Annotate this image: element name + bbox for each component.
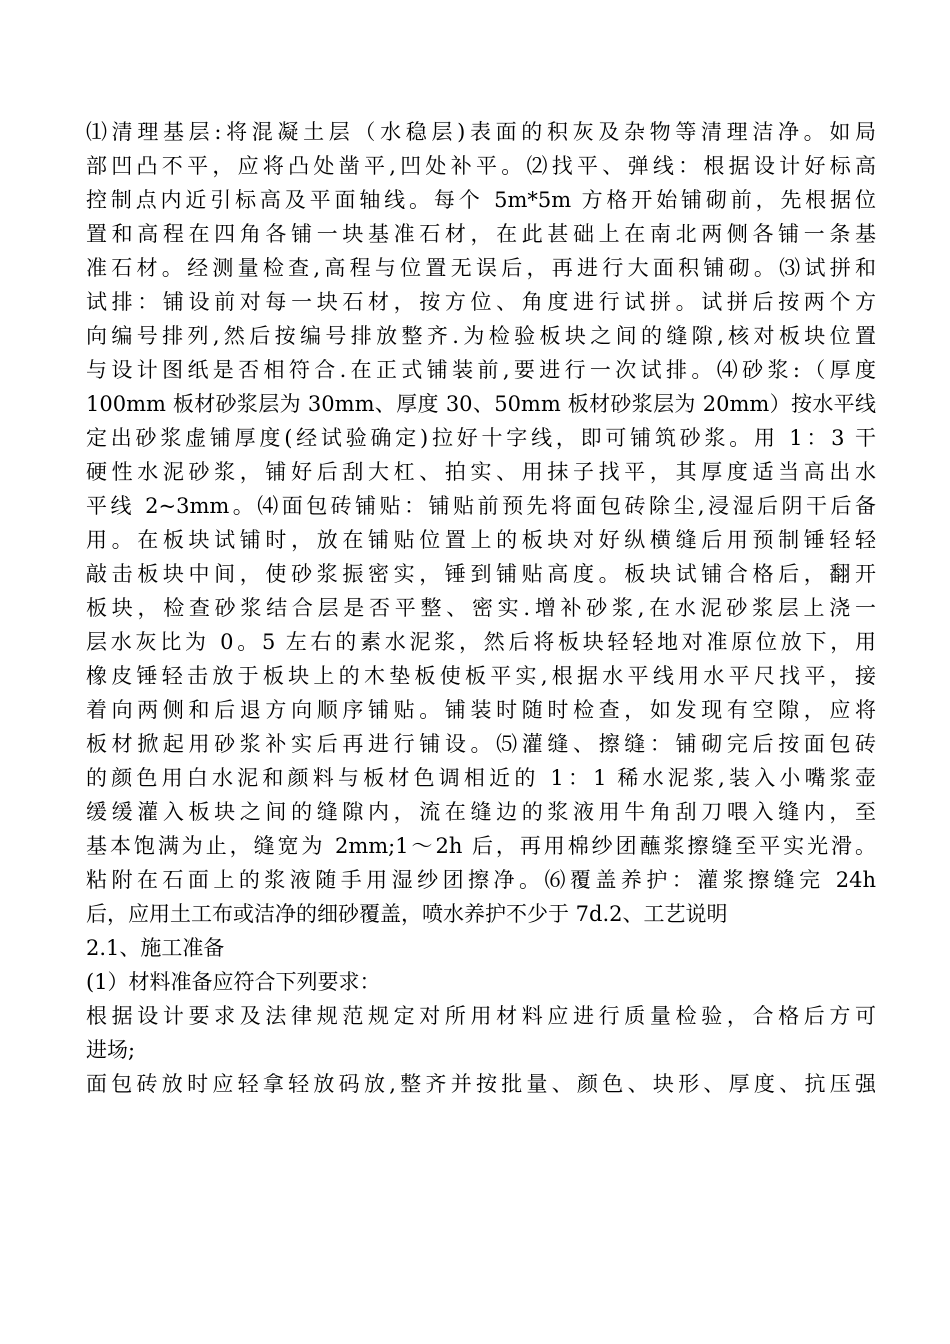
- text-line-5: 准石材。经测量检查,高程与位置无误后，再进行大面积铺砌。⑶试拼和: [86, 256, 876, 280]
- text-line-10: 定出砂浆虚铺厚度(经试验确定)拉好十字线，即可铺筑砂浆。用 1：3 干: [86, 426, 876, 450]
- text-line-22: 基本饱满为止，缝宽为 2mm;1～2h 后，再用棉纱团蘸浆擦缝至平实光滑。: [86, 834, 876, 858]
- text-line-6: 试排：铺设前对每一块石材，按方位、角度进行试拼。试拼后按两个方: [86, 290, 876, 314]
- text-line-3: 控制点内近引标高及平面轴线。每个 5m*5m 方格开始铺砌前，先根据位: [86, 188, 876, 212]
- text-line-18: 着向两侧和后退方向顺序铺贴。铺装时随时检查，如发现有空隙，应将: [86, 698, 876, 722]
- section-heading: 2.1、施工准备: [86, 936, 225, 960]
- text-line-23: 粘附在石面上的浆液随手用湿纱团擦净。⑹覆盖养护：灌浆擦缝完 24h: [86, 868, 876, 892]
- text-line-15: 板块，检查砂浆结合层是否平整、密实.增补砂浆,在水泥砂浆层上浇一: [86, 596, 876, 620]
- text-line-11: 硬性水泥砂浆，铺好后刮大杠、拍实、用抹子找平，其厚度适当高出水: [86, 460, 876, 484]
- text-line-29: 面包砖放时应轻拿轻放码放,整齐并按批量、颜色、块形、厚度、抗压强: [86, 1072, 876, 1096]
- text-line-16: 层水灰比为 0。5 左右的素水泥浆，然后将板块轻轻地对准原位放下，用: [86, 630, 876, 654]
- text-line-20: 的颜色用白水泥和颜料与板材色调相近的 1：1 稀水泥浆,装入小嘴浆壶: [86, 766, 876, 790]
- text-line-19: 板材掀起用砂浆补实后再进行铺设。⑸灌缝、擦缝：铺砌完后按面包砖: [86, 732, 876, 756]
- text-line-24: 后，应用土工布或洁净的细砂覆盖，喷水养护不少于 7d.2、工艺说明: [86, 902, 728, 926]
- text-line-26: (1）材料准备应符合下列要求：: [86, 970, 381, 994]
- text-line-13: 用。在板块试铺时，放在铺贴位置上的板块对好纵横缝后用预制锤轻轻: [86, 528, 876, 552]
- text-line-9: 100mm 板材砂浆层为 30mm、厚度 30、50mm 板材砂浆层为 20mm）按水平线: [86, 392, 876, 416]
- text-line-27: 根据设计要求及法律规范规定对所用材料应进行质量检验，合格后方可: [86, 1004, 876, 1028]
- text-line-8: 与设计图纸是否相符合.在正式铺装前,要进行一次试排。⑷砂浆:（厚度: [86, 358, 876, 382]
- text-line-12: 平线 2~3mm。⑷面包砖铺贴：铺贴前预先将面包砖除尘,浸湿后阴干后备: [86, 494, 876, 518]
- text-line-17: 橡皮锤轻击放于板块上的木垫板使板平实,根据水平线用水平尺找平，接: [86, 664, 876, 688]
- text-line-2: 部凹凸不平，应将凸处凿平,凹处补平。⑵找平、弹线：根据设计好标高: [86, 154, 876, 178]
- text-line-21: 缓缓灌入板块之间的缝隙内，流在缝边的浆液用牛角刮刀喂入缝内，至: [86, 800, 876, 824]
- text-line-28: 进场;: [86, 1038, 136, 1062]
- text-line-7: 向编号排列,然后按编号排放整齐.为检验板块之间的缝隙,核对板块位置: [86, 324, 876, 348]
- text-line-4: 置和高程在四角各铺一块基准石材，在此甚础上在南北两侧各铺一条基: [86, 222, 876, 246]
- text-line-14: 敲击板块中间，使砂浆振密实，锤到铺贴高度。板块试铺合格后，翻开: [86, 562, 876, 586]
- text-line-1: ⑴清理基层:将混凝土层（水稳层)表面的积灰及杂物等清理洁净。如局: [86, 120, 876, 144]
- document-body: [86, 115, 876, 1101]
